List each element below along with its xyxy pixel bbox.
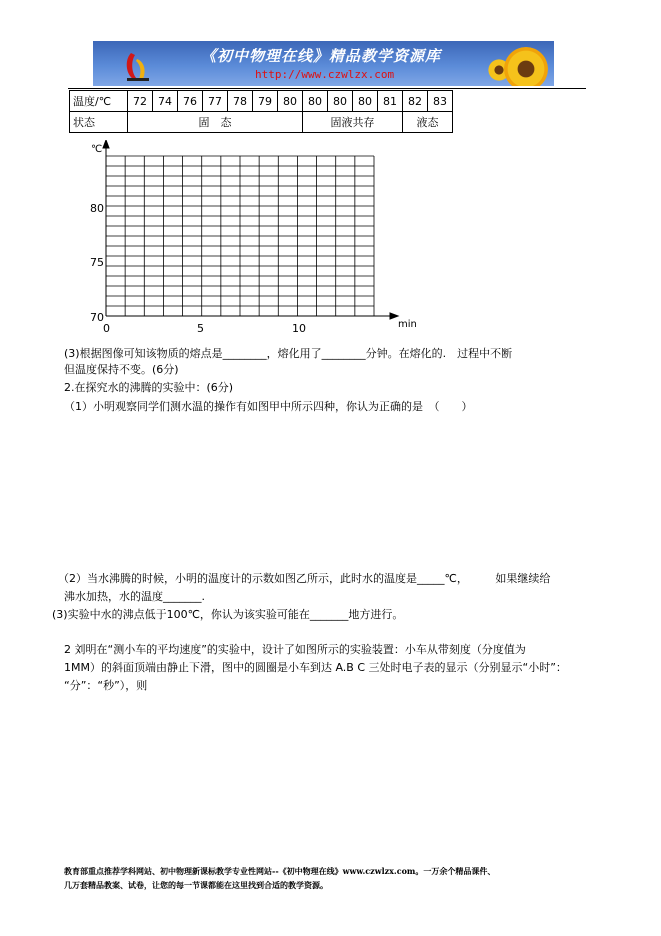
table-cell: 81 xyxy=(378,91,403,112)
footer-line1: 教育部重点推荐学科网站、初中物理新课标教学专业性网站--《初中物理在线》www.czwlzx.com。一万余个精品课件、 xyxy=(64,866,496,876)
x-axis-unit: min xyxy=(398,319,417,330)
x-axis-arrow-icon xyxy=(390,313,398,319)
table-row xyxy=(70,91,453,112)
q2-part1: （1）小明观察同学们测水温的操作有如图甲中所示四种，你认为正确的是 （ ） xyxy=(64,400,473,413)
y-tick-label: 70 xyxy=(90,311,104,324)
graph-axes xyxy=(103,140,398,319)
x-tick-label: 5 xyxy=(197,322,204,335)
table-cell: 72 xyxy=(128,91,153,112)
site-logo-icon xyxy=(123,49,153,83)
q-speed-line2: 1MM）的斜面顶端由静止下滑，图中的圆圈是小车到达 A.B C 三处时电子表的显示（分别显示“小时”： xyxy=(64,661,567,674)
q-speed-line3: “分”：“秒”），则 xyxy=(64,679,148,692)
table-cell: 76 xyxy=(178,91,203,112)
table-cell: 80 xyxy=(353,91,378,112)
q2-part2-line1: （2）当水沸腾的时候，小明的温度计的示数如图乙所示，此时水的温度是_____℃， 如果继续给 xyxy=(58,572,551,585)
table-cell: 83 xyxy=(428,91,453,112)
banner-url[interactable]: http://www.czwlzx.com xyxy=(255,68,395,81)
table-cell: 78 xyxy=(228,91,253,112)
y-tick-label: 80 xyxy=(90,202,104,215)
q3-line1: (3)根据图像可知该物质的熔点是________，熔化用了________分钟。在熔化的. 过程中不断 xyxy=(64,347,513,360)
table-cell: 固 态 xyxy=(128,112,303,133)
table-cell: 79 xyxy=(253,91,278,112)
table-cell: 固液共存 xyxy=(303,112,403,133)
x-tick-label: 0 xyxy=(103,322,110,335)
table-cell: 液态 xyxy=(403,112,453,133)
table-cell: 82 xyxy=(403,91,428,112)
table-row xyxy=(70,112,453,133)
table-cell: 80 xyxy=(303,91,328,112)
table-header-cell: 温度/℃ xyxy=(70,91,128,112)
q-speed-line1: 2 刘明在“测小车的平均速度”的实验中，设计了如图所示的实验装置：小车从带刻度（分度值为 xyxy=(64,643,526,656)
q3-line2: 但温度保持不变。(6分) xyxy=(64,363,179,376)
y-axis-arrow-icon xyxy=(103,140,109,148)
banner-title: 《初中物理在线》精品教学资源库 xyxy=(201,47,442,65)
q2-part2-line2: 沸水加热，水的温度_______. xyxy=(64,590,205,603)
footer-line2: 几万套精品教案、试卷，让您的每一节课都能在这里找到合适的教学资源。 xyxy=(64,880,328,890)
table-cell: 80 xyxy=(328,91,353,112)
table-cell: 77 xyxy=(203,91,228,112)
header-rule xyxy=(68,88,586,89)
y-tick-label: 75 xyxy=(90,256,104,269)
graph-grid xyxy=(106,156,374,316)
temperature-table xyxy=(69,90,453,133)
q2-title: 2.在探究水的沸腾的实验中：(6分) xyxy=(64,381,234,394)
table-header-cell: 状态 xyxy=(70,112,128,133)
y-axis-unit: ℃ xyxy=(91,144,103,155)
header-banner xyxy=(93,41,554,86)
sunflower-icon xyxy=(504,47,548,86)
table-cell: 74 xyxy=(153,91,178,112)
table-cell: 80 xyxy=(278,91,303,112)
x-tick-label: 10 xyxy=(292,322,306,335)
q2-part3: (3)实验中水的沸点低于100℃，你认为该实验可能在_______地方进行。 xyxy=(52,608,404,621)
temperature-time-graph xyxy=(80,140,420,340)
